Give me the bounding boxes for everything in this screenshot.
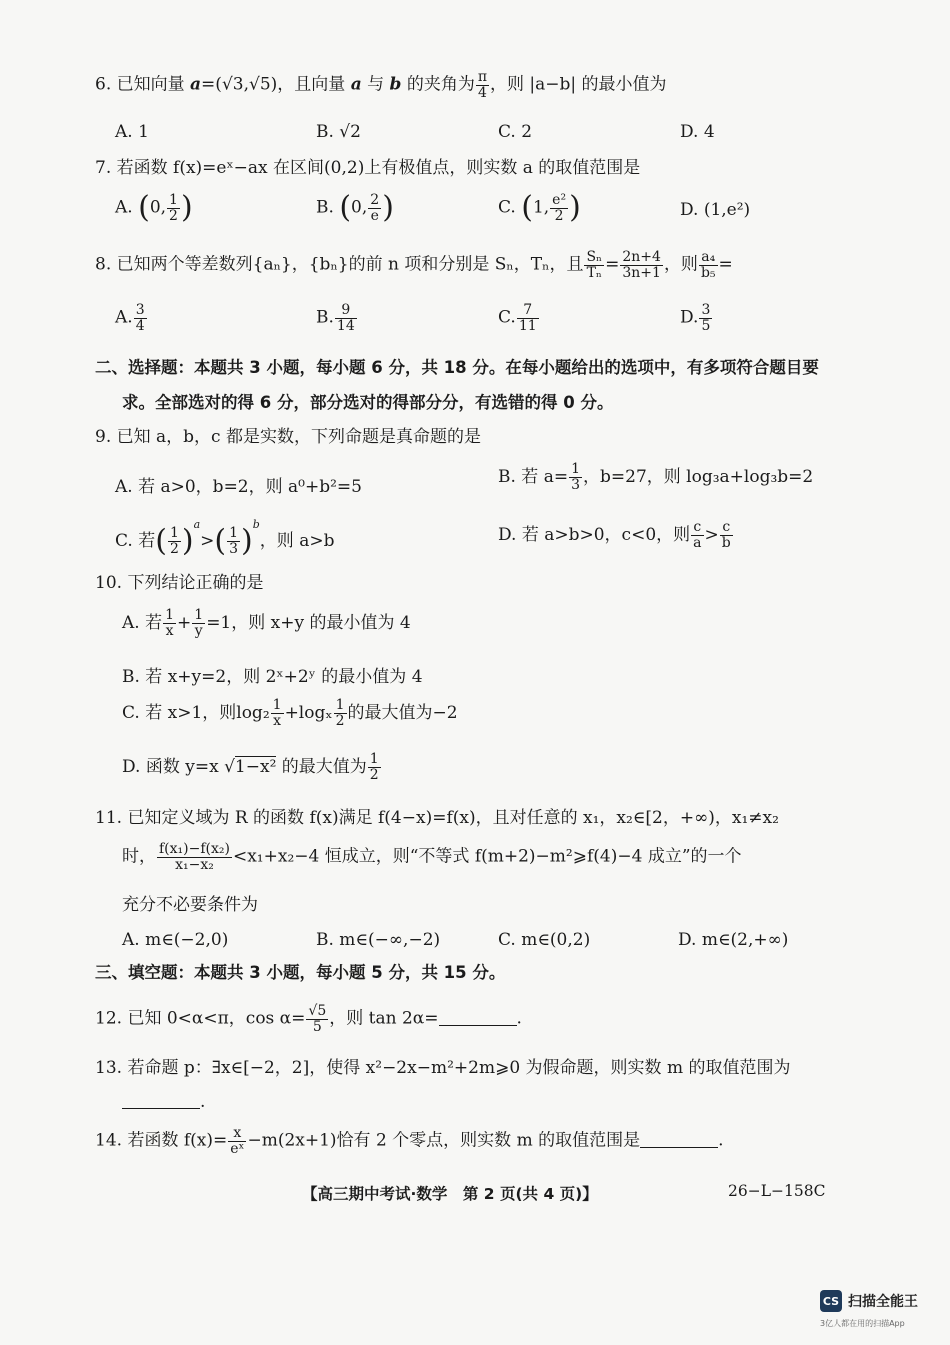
q8-option-c: C. $\frac{7}{11}$ bbox=[498, 302, 537, 334]
q7-option-a: A. (0, $\frac{1}{2}$ ) bbox=[115, 190, 193, 226]
q12-answer-blank[interactable] bbox=[439, 1024, 517, 1026]
exam-code: 26−L−158C bbox=[728, 1182, 826, 1200]
q7-option-d: D. (1,e²) bbox=[680, 200, 751, 220]
q6-stem: 6. 已知向量 a=(√3,√5)，且向量 a 与 b 的夹角为 $\frac{\pi}{4}$ ，则 |a−b| 的最小值为 bbox=[95, 69, 667, 101]
q6-option-a: A. 1 bbox=[115, 122, 149, 142]
section-2-heading: 二、选择题：本题共 3 小题，每小题 6 分，共 18 分。在每小题给出的选项中，有多项符合题目要 bbox=[95, 358, 819, 377]
q8-option-d: D. $\frac{3}{5}$ bbox=[680, 302, 711, 334]
q8-option-a: A. $\frac{3}{4}$ bbox=[115, 302, 145, 334]
q10-option-b: B. 若 x+y=2，则 2ˣ+2ʸ 的最小值为 4 bbox=[122, 667, 423, 687]
q9-option-d: D. 若 a>b>0，c<0，则 $\frac{c}{a}$ > $\frac{c}{b}$ bbox=[498, 519, 731, 551]
q13-answer-blank[interactable] bbox=[122, 1107, 200, 1109]
q8-stem: 8. 已知两个等差数列{aₙ}，{bₙ}的前 n 项和分别是 Sₙ，Tₙ，且 $\frac{\text{Sₙ}}{\text{Tₙ}}$ = $\frac{2n+4}{3n+1}$ ，则 $\frac{\text{a₄}}{\text{b₅}}$ = bbox=[95, 249, 733, 281]
q7-option-b: B. (0, $\frac{2}{e}$ ) bbox=[316, 190, 394, 226]
q13-stem: 13. 若命题 p：∃x∈[−2，2]，使得 x²−2x−m²+2m⩾0 为假命题，则实数 m 的取值范围为 bbox=[95, 1058, 791, 1078]
q10-stem: 10. 下列结论正确的是 bbox=[95, 573, 264, 593]
q11-option-a: A. m∈(−2,0) bbox=[122, 930, 229, 950]
q9-stem: 9. 已知 a，b，c 都是实数，下列命题是真命题的是 bbox=[95, 427, 481, 447]
q8-option-b: B. $\frac{9}{14}$ bbox=[316, 302, 355, 334]
q11-stem-line2: 时， $\frac{\text{f(x₁)−f(x₂)}}{\text{x₁−x₂}}$ <x₁+x₂−4 恒成立，则“不等式 f(m+2)−m²⩾f(4)−4 成立”的一个 bbox=[122, 841, 742, 873]
q10-option-a: A. 若 $\frac{1}{x}$ + $\frac{1}{y}$ =1，则 x+y 的最小值为 4 bbox=[122, 607, 411, 639]
q10-option-c: C. 若 x>1，则log₂ $\frac{1}{x}$ +logₓ $\frac{1}{2}$ 的最大值为−2 bbox=[122, 697, 458, 729]
section-2-instructions: 求。全部选对的得 6 分，部分选对的得部分分，有选错的得 0 分。 bbox=[122, 393, 614, 412]
q11-option-b: B. m∈(−∞,−2) bbox=[316, 930, 441, 950]
camscanner-logo-icon: CS bbox=[820, 1290, 842, 1312]
q14-stem: 14. 若函数 f(x)= $\frac{x}{\text{eˣ}}$ −m(2x+1)恰有 2 个零点，则实数 m 的取值范围是 . bbox=[95, 1125, 724, 1157]
q13-stem-line2: . bbox=[122, 1092, 205, 1112]
q6-option-d: D. 4 bbox=[680, 122, 715, 142]
q6-option-c: C. 2 bbox=[498, 122, 533, 142]
q9-option-c: C. 若( $\frac{1}{2}$ )$^a$>( $\frac{1}{3}$ )$^b$，则 a>b bbox=[115, 518, 335, 559]
q11-option-d: D. m∈(2,+∞) bbox=[678, 930, 789, 950]
scanner-watermark bbox=[820, 1290, 918, 1312]
q11-stem-line1: 11. 已知定义域为 R 的函数 f(x)满足 f(4−x)=f(x)，且对任意的 x₁，x₂∈[2，+∞)，x₁≠x₂ bbox=[95, 808, 779, 828]
q9-option-a: A. 若 a>0，b=2，则 a⁰+b²=5 bbox=[115, 477, 362, 497]
watermark-subtitle: 3亿人都在用的扫描App bbox=[820, 1319, 905, 1328]
watermark-name: 扫描全能王 bbox=[848, 1294, 918, 1310]
q11-option-c: C. m∈(0,2) bbox=[498, 930, 591, 950]
q12-stem: 12. 已知 0<α<π，cos α= $\frac{√5}{5}$ ，则 tan 2α= . bbox=[95, 1003, 522, 1035]
q11-stem-line3: 充分不必要条件为 bbox=[122, 895, 258, 915]
q9-option-b: B. 若 a= $\frac{1}{3}$ ，b=27，则 log₃a+log₃b=2 bbox=[498, 461, 814, 493]
q7-stem: 7. 若函数 f(x)=eˣ−ax 在区间(0,2)上有极值点，则实数 a 的取值范围是 bbox=[95, 158, 641, 178]
section-3-heading: 三、填空题：本题共 3 小题，每小题 5 分，共 15 分。 bbox=[95, 963, 506, 982]
q6-option-b: B. √2 bbox=[316, 122, 361, 142]
q7-option-c: C. (1, $\frac{\text{e²}}{2}$ ) bbox=[498, 190, 581, 226]
q14-answer-blank[interactable] bbox=[640, 1146, 718, 1148]
q10-option-d: D. 函数 y=x √1−x² 的最大值为 $\frac{1}{2}$ bbox=[122, 751, 379, 783]
page-footer: 【高三期中考试·数学 第 2 页(共 4 页)】 bbox=[302, 1185, 598, 1203]
